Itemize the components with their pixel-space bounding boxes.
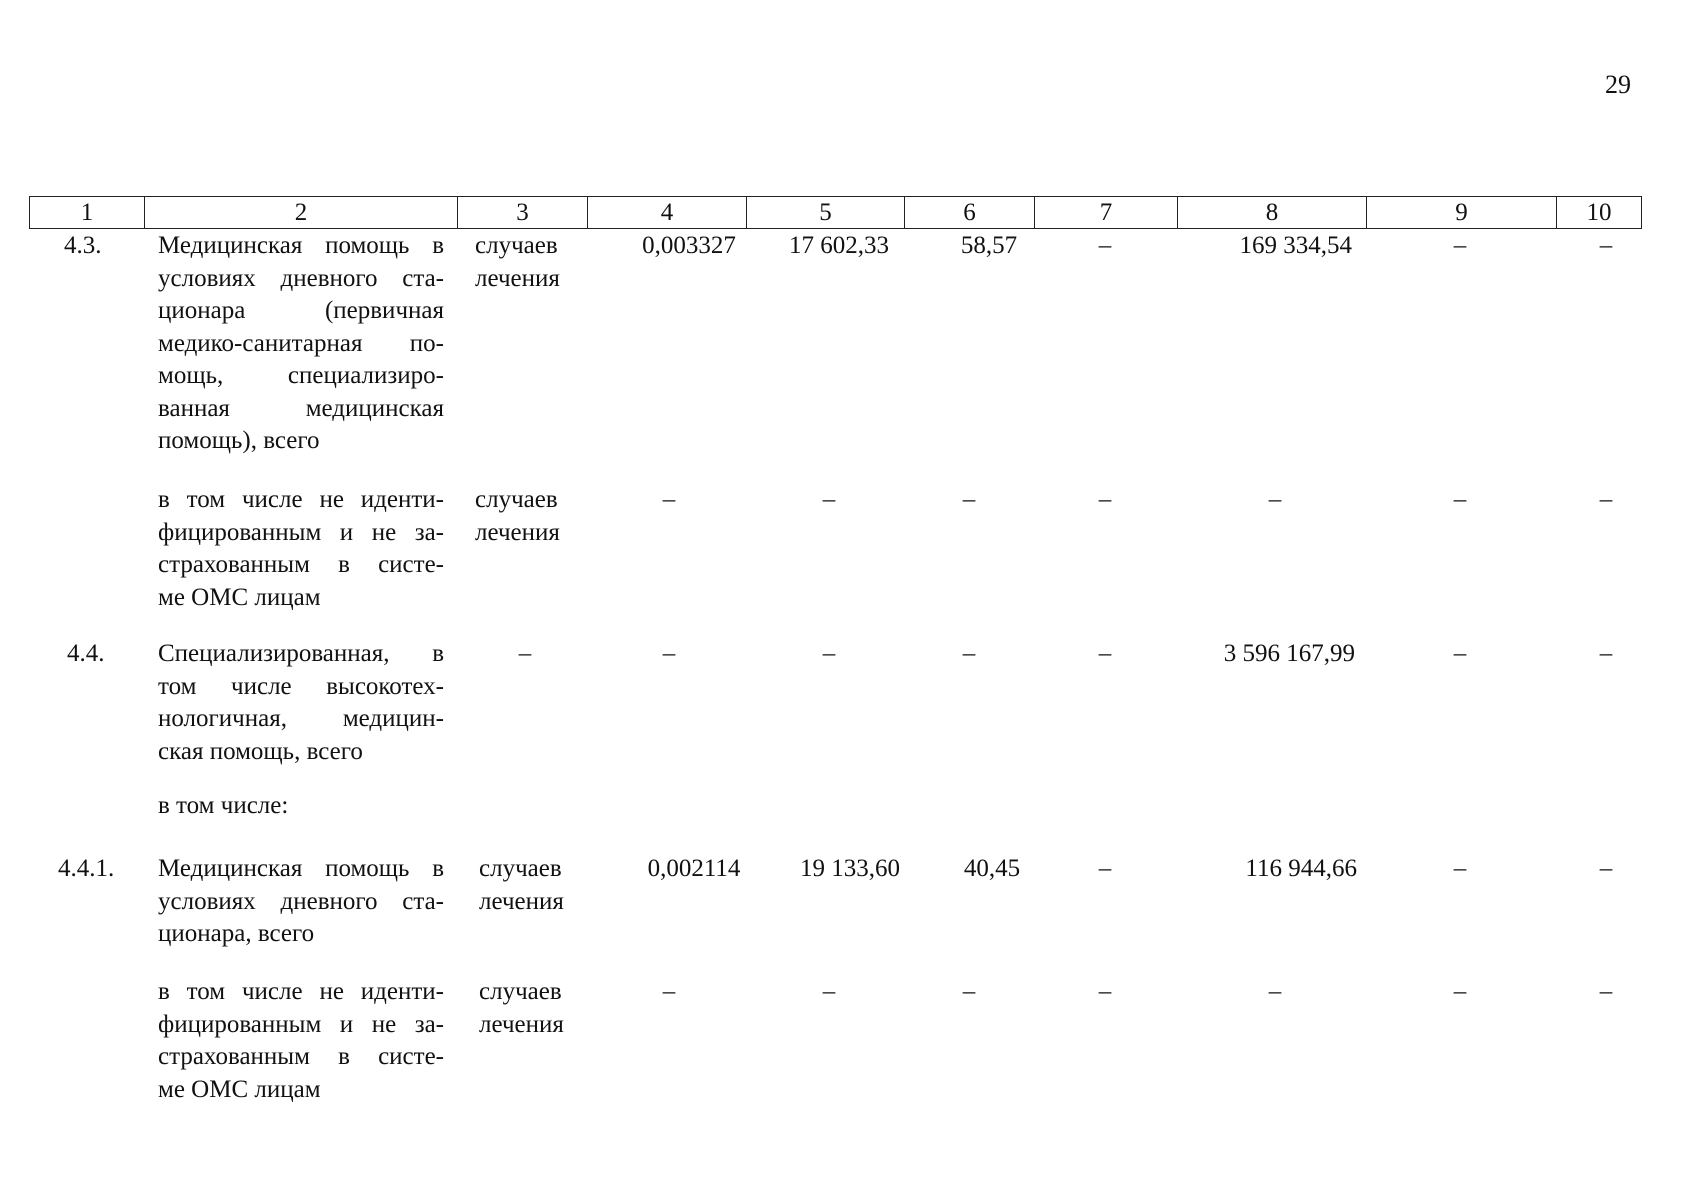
cell-col-3: – [518,640,532,667]
cell-col-10: – [1599,486,1613,513]
description-line: в том числе: [158,792,289,819]
row-number: 4.4. [67,640,105,667]
cell-col-4: – [662,486,676,513]
cell-col-5: 17 602,33 [789,232,889,259]
description-line: нологичная, медицин- [158,705,444,732]
header-col-8: 8 [1178,197,1367,229]
row-description [158,790,444,823]
cell-col-8: – [1268,486,1282,513]
row-number: 4.4.1. [58,855,115,882]
unit-line: лечения [479,1010,564,1038]
header-col-4: 4 [588,197,747,229]
cell-col-6: 40,45 [963,855,1021,882]
header-col-2: 2 [145,197,458,229]
cell-col-7: – [1098,232,1112,259]
cell-col-5: – [822,640,836,667]
description-line: мощь, специализиро- [158,362,444,389]
cell-col-10: – [1599,640,1613,667]
description-line: ме ОМС лицам [158,583,321,611]
header-col-6: 6 [905,197,1035,229]
description-line: медико-санитарная по- [158,329,444,357]
column-number-header [29,196,1642,229]
cell-col-6: – [962,640,976,667]
header-col-10: 10 [1557,197,1642,229]
cell-col-9: – [1453,486,1467,513]
description-line: страхованным в систе- [158,1043,444,1070]
header-col-5: 5 [747,197,905,229]
cell-col-8: 3 596 167,99 [1223,640,1355,667]
row-unit [479,976,564,1041]
cell-col-7: – [1098,640,1112,667]
header-col-1: 1 [30,197,145,229]
description-line: ме ОМС лицам [158,1075,321,1103]
description-line: фицированным и не за- [158,518,444,546]
row-description [158,853,444,951]
cell-col-5: – [822,486,836,513]
cell-col-7: – [1098,486,1112,513]
cell-col-9: – [1453,978,1467,1005]
row-description [158,638,444,768]
description-line: в том числе не иденти- [158,978,444,1005]
cell-col-4: – [662,640,676,667]
description-line: ционара, всего [158,920,315,947]
unit-line: лечения [479,887,564,915]
page-number: 29 [1605,70,1631,99]
cell-col-4: 0,002114 [647,855,741,882]
cell-col-5: – [822,978,836,1005]
unit-line: лечения [475,518,560,546]
row-unit [475,484,560,549]
cell-col-9: – [1453,855,1467,882]
description-line: условиях дневного ста- [158,887,444,915]
cell-col-8: 116 944,66 [1245,855,1357,882]
cell-col-10: – [1599,232,1613,259]
cell-col-8: – [1268,978,1282,1005]
cell-col-7: – [1098,855,1112,882]
description-line: фицированным и не за- [158,1010,444,1038]
unit-line: случаев [479,978,562,1005]
unit-line: случаев [475,486,558,513]
cell-col-10: – [1599,855,1613,882]
header-col-9: 9 [1367,197,1557,229]
header-col-7: 7 [1035,197,1178,229]
unit-line: лечения [475,264,560,292]
description-line: Медицинская помощь в [158,855,444,882]
description-line: Специализированная, в [158,640,444,667]
cell-col-9: – [1453,640,1467,667]
cell-col-6: – [962,486,976,513]
row-unit [475,230,560,295]
description-line: ционара (первичная [158,297,444,324]
row-description [158,484,444,614]
cell-col-9: – [1453,232,1467,259]
description-line: Медицинская помощь в [158,232,444,259]
cell-col-5: 19 133,60 [800,855,900,882]
row-description [158,976,444,1106]
description-line: помощь), всего [158,427,320,454]
cell-col-4: – [662,978,676,1005]
cell-col-6: 58,57 [960,232,1018,259]
unit-line: случаев [475,232,558,259]
description-line: ская помощь, всего [158,737,363,765]
cell-col-6: – [962,978,976,1005]
cell-col-10: – [1599,978,1613,1005]
row-unit [479,853,564,918]
description-line: страхованным в систе- [158,551,444,578]
description-line: том числе высокотех- [158,672,444,700]
unit-line: случаев [479,855,562,882]
description-line: условиях дневного ста- [158,264,444,292]
cell-col-7: – [1098,978,1112,1005]
header-col-3: 3 [458,197,588,229]
description-line: в том числе не иденти- [158,486,444,513]
row-number: 4.3. [64,232,102,259]
row-description [158,230,444,458]
description-line: ванная медицинская [158,394,444,422]
cell-col-8: 169 334,54 [1239,232,1352,259]
cell-col-4: 0,003327 [642,232,736,259]
